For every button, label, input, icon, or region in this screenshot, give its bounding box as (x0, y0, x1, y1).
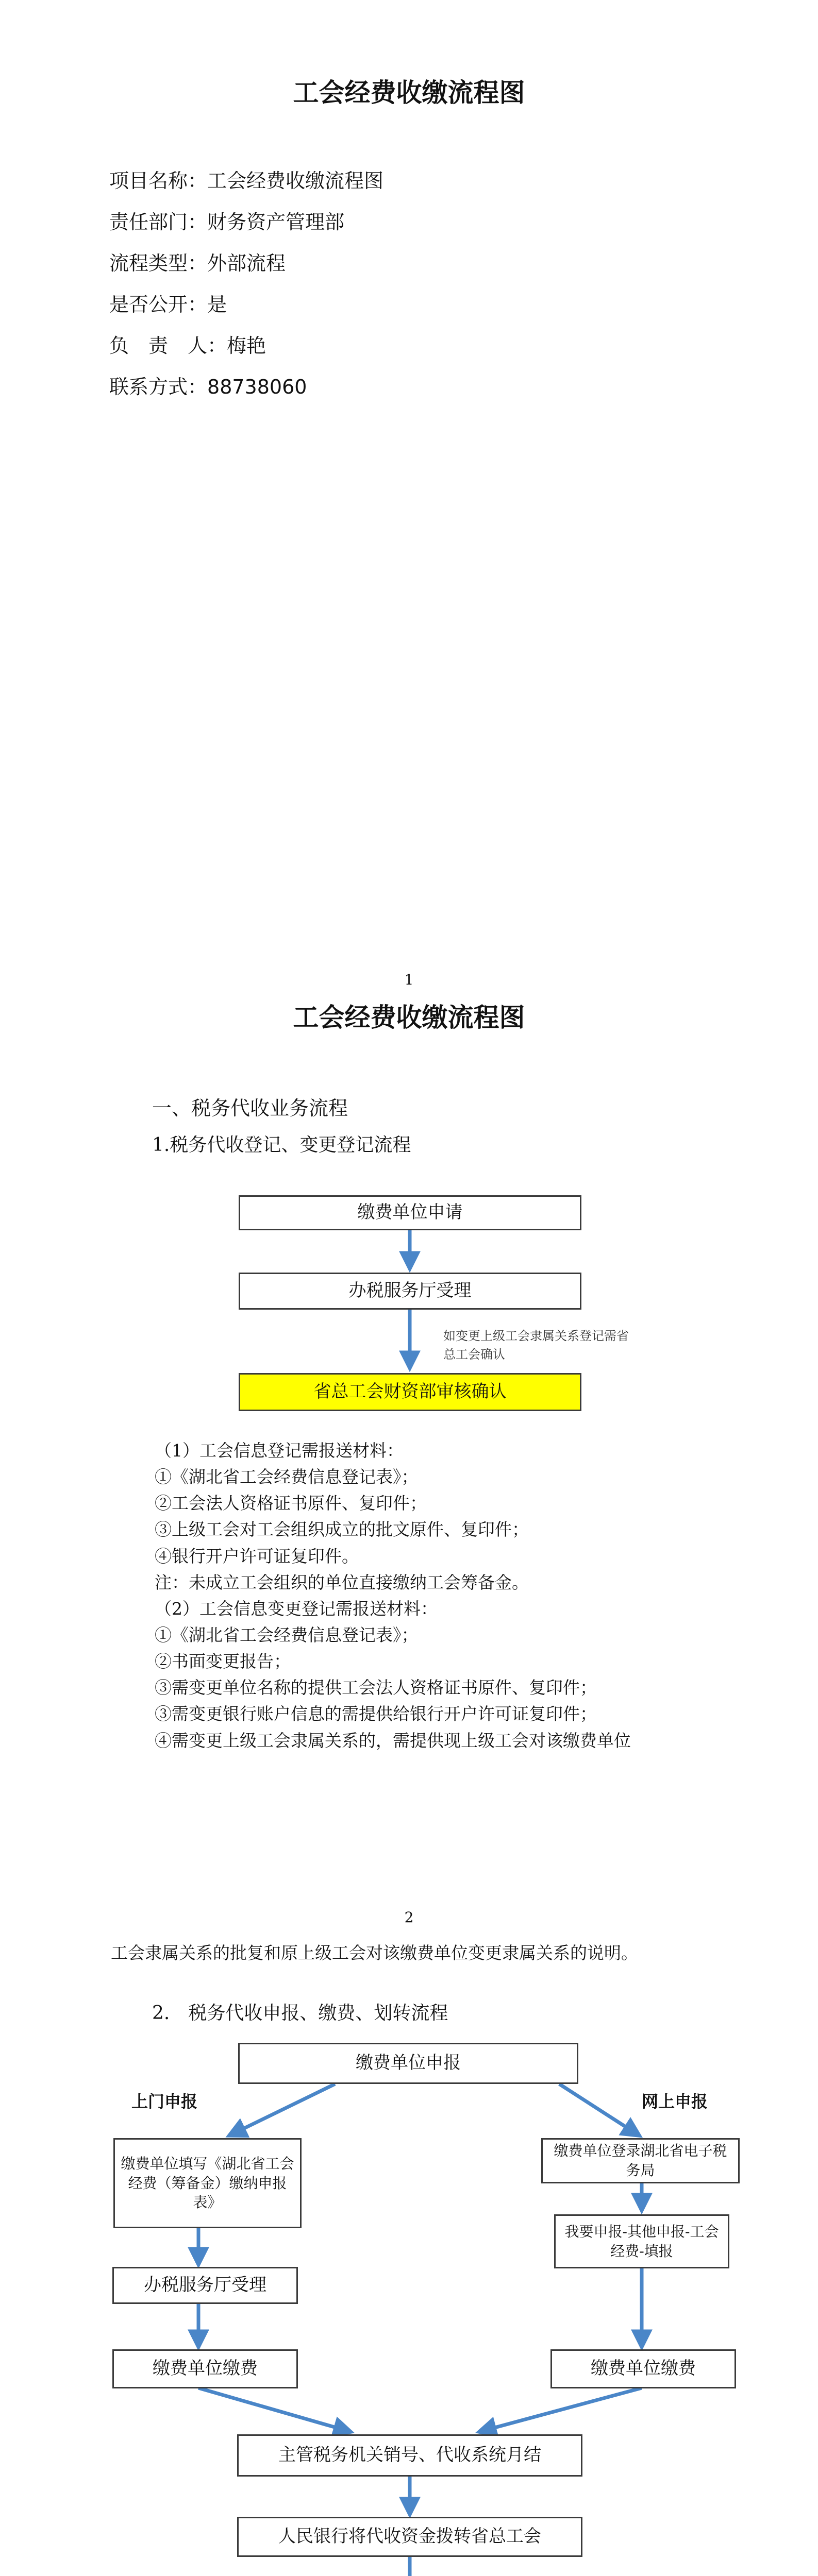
page-number-1: 1 (404, 971, 414, 988)
flow-accept-box: 办税服务厅受理 (239, 1273, 581, 1310)
flow3-left-pay: 缴费单位缴费 (112, 2349, 298, 2388)
meta-department: 责任部门：财务资产管理部 (109, 211, 345, 233)
material-item: （1）工会信息登记需报送材料： (155, 1440, 404, 1461)
meta-contact: 联系方式：88738060 (109, 376, 307, 398)
subsection-registration: 1.税务代收登记、变更登记流程 (152, 1134, 411, 1156)
flow-apply-box: 缴费单位申请 (239, 1195, 581, 1230)
material-item: （2）工会信息变更登记需报送材料： (155, 1598, 438, 1619)
material-item: 注：未成立工会组织的单位直接缴纳工会筹备金。 (155, 1572, 529, 1592)
section-tax-collection: 一、税务代收业务流程 (152, 1097, 348, 1120)
flow3-declare-box: 缴费单位申报 (238, 2043, 578, 2084)
material-item: ②书面变更报告； (155, 1651, 291, 1672)
material-item: ④银行开户许可证复印件。 (155, 1546, 359, 1566)
meta-owner: 负 责 人：梅艳 (109, 334, 266, 357)
material-item: ①《湖北省工会经费信息登记表》； (155, 1624, 419, 1645)
page2-title: 工会经费收缴流程图 (293, 1003, 525, 1032)
flow3-left-accept: 办税服务厅受理 (112, 2267, 298, 2304)
flow3-right-pay: 缴费单位缴费 (550, 2349, 736, 2388)
material-item: ③上级工会对工会组织成立的批文原件、复印件； (155, 1519, 529, 1540)
label-online: 网上申报 (642, 2092, 708, 2111)
flow-confirm-box: 省总工会财资部审核确认 (239, 1373, 581, 1411)
flow-note: 如变更上级工会隶属关系登记需省总工会确认 (443, 1329, 629, 1362)
flow3-tax-settle: 主管税务机关销号、代收系统月结 (237, 2434, 582, 2477)
flow3-right-login: 缴费单位登录湖北省电子税务局 (541, 2138, 740, 2183)
page-number-2: 2 (404, 1909, 414, 1926)
material-item: ③需变更银行账户信息的需提供给银行开户许可证复印件； (155, 1704, 597, 1724)
materials-continued: 工会隶属关系的批复和原上级工会对该缴费单位变更隶属关系的说明。 (111, 1943, 638, 1963)
flow3-right-submit: 我要申报-其他申报-工会经费-填报 (554, 2214, 729, 2268)
material-item: ②工会法人资格证书原件、复印件； (155, 1493, 427, 1514)
meta-public: 是否公开：是 (109, 293, 227, 316)
material-item: ③需变更单位名称的提供工会法人资格证书原件、复印件； (155, 1677, 597, 1698)
page1-title: 工会经费收缴流程图 (293, 78, 525, 108)
meta-type: 流程类型：外部流程 (109, 252, 286, 275)
subsection-declare: 2. 税务代收申报、缴费、划转流程 (152, 2003, 448, 2024)
flow3-left-fill-form: 缴费单位填写《湖北省工会经费（筹备金）缴纳申报表》 (113, 2138, 302, 2228)
material-item: ④需变更上级工会隶属关系的，需提供现上级工会对该缴费单位 (155, 1730, 631, 1751)
label-onsite: 上门申报 (131, 2092, 198, 2111)
meta-project: 项目名称：工会经费收缴流程图 (109, 170, 384, 192)
material-item: ①《湖北省工会经费信息登记表》； (155, 1467, 419, 1487)
flow3-bank-transfer: 人民银行将代收资金拨转省总工会 (237, 2517, 582, 2557)
